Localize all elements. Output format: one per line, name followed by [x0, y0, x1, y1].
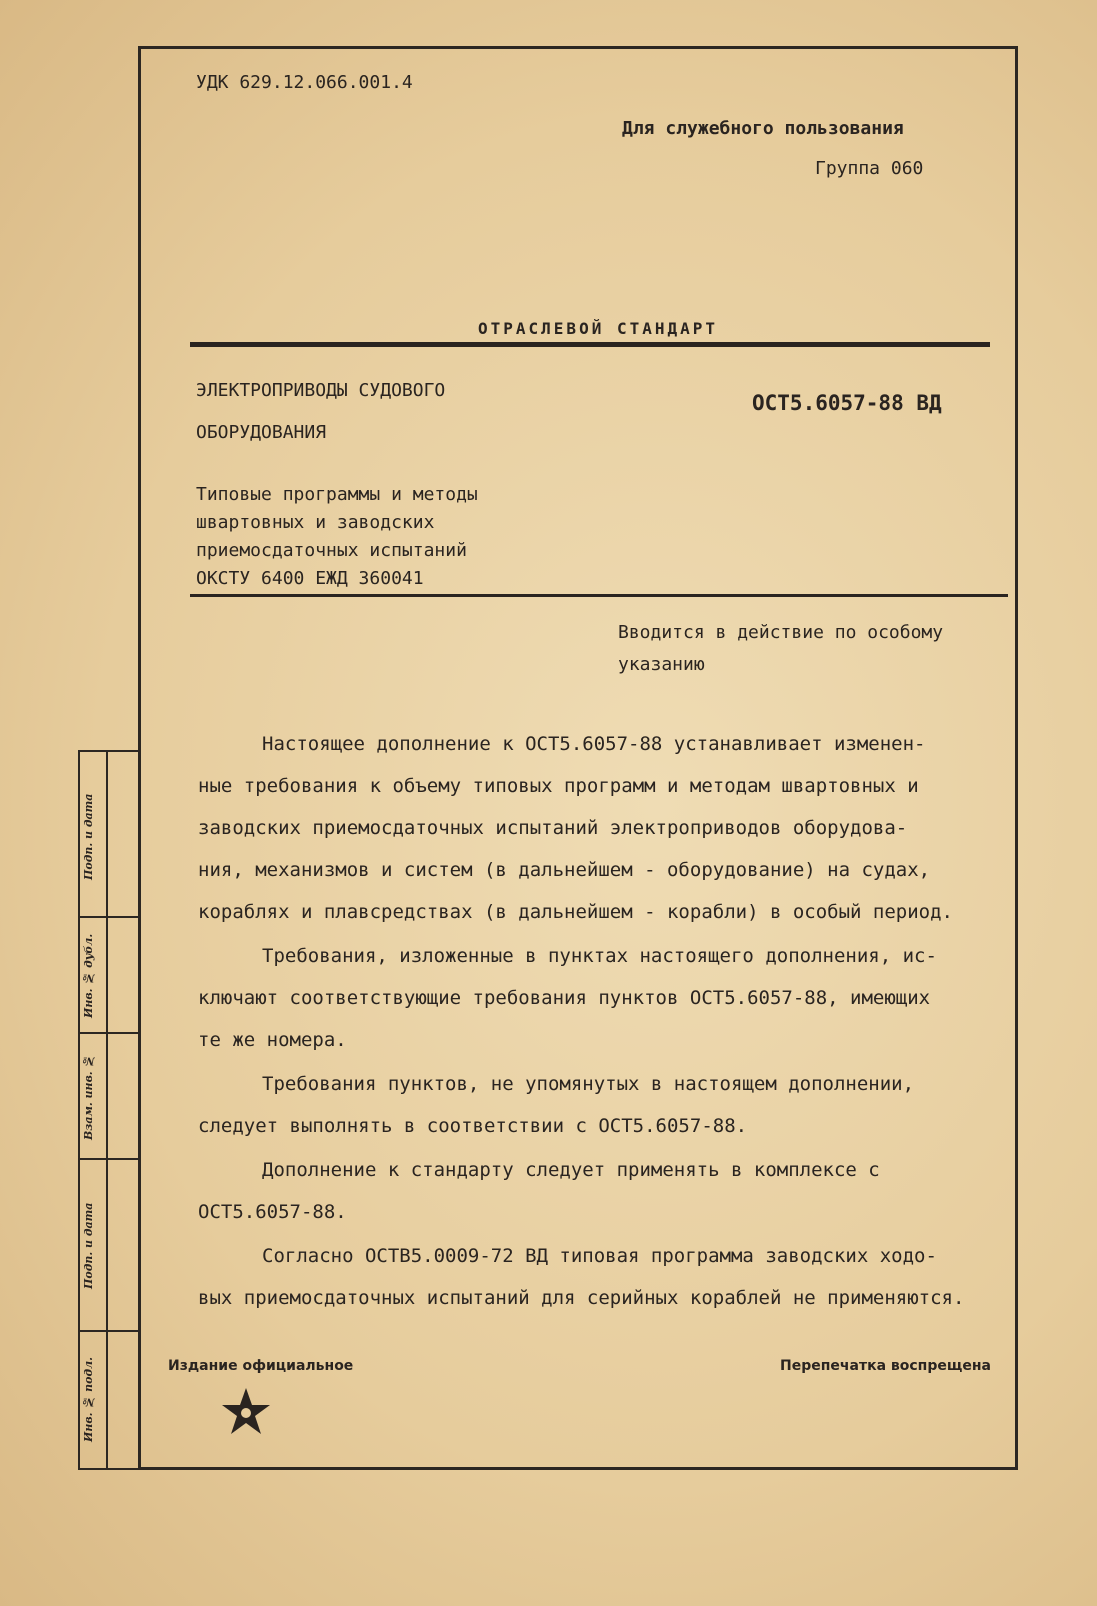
title-block-rule — [190, 594, 1008, 597]
subtitle-line: Типовые программы и методы — [196, 484, 478, 505]
body-text-line: вых приемосдаточных испытаний для серийных кораблей не применяются. — [198, 1287, 965, 1309]
body-text-line: Согласно ОСТВ5.0009-72 ВД типовая программа заводских ходо- — [262, 1245, 937, 1267]
effective-note-line: Вводится в действие по особому — [618, 622, 944, 643]
official-edition-note: Издание официальное — [168, 1358, 354, 1374]
body-text-line: ния, механизмов и систем (в дальнейшем - оборудование) на судах, — [198, 859, 931, 881]
body-text-line: следует выполнять в соответствии с ОСТ5.6057-88. — [198, 1115, 748, 1137]
subtitle-code-line: ОКСТУ 6400 ЕЖД 360041 — [196, 568, 424, 589]
body-text-line: кораблях и плавсредствах (в дальнейшем - корабли) в особый период. — [198, 901, 953, 923]
sidebar-label: Инв. № дубл. — [82, 933, 95, 1019]
group-code: Группа 060 — [815, 158, 924, 179]
subtitle-line: швартовных и заводских — [196, 512, 435, 533]
body-text-line: ОСТ5.6057-88. — [198, 1201, 347, 1223]
document-title-line-2: ОБОРУДОВАНИЯ — [196, 422, 327, 443]
udk-code: УДК 629.12.066.001.4 — [196, 72, 413, 93]
body-text-line: ключают соответствующие требования пунктов ОСТ5.6057-88, имеющих — [198, 987, 931, 1009]
body-text-line: Дополнение к стандарту следует применять в комплексе с — [262, 1159, 880, 1181]
sidebar-label: Инв. № подл. — [82, 1357, 95, 1443]
sidebar-label: Взам. инв. № — [82, 1054, 95, 1140]
effective-note-line: указанию — [618, 654, 705, 675]
body-text-line: ные требования к объему типовых программ и методам швартовных и — [198, 775, 919, 797]
sidebar-cell-dup-inv — [80, 918, 138, 1034]
body-text-line: заводских приемосдаточных испытаний электроприводов оборудова- — [198, 817, 908, 839]
sidebar-cell-replace-inv — [80, 1034, 138, 1160]
classification-mark: Для служебного пользования — [622, 118, 904, 139]
body-text-line: те же номера. — [198, 1029, 347, 1051]
sidebar-cell-orig-inv — [80, 1332, 138, 1470]
subtitle-line: приемосдаточных испытаний — [196, 540, 467, 561]
star-emblem-icon — [220, 1386, 272, 1438]
body-text-line: Настоящее дополнение к ОСТ5.6057-88 устанавливает изменен- — [262, 733, 926, 755]
approval-sidebar — [78, 750, 138, 1470]
header-rule — [190, 342, 990, 347]
standard-type-title: ОТРАСЛЕВОЙ СТАНДАРТ — [478, 319, 719, 338]
document-title-line-1: ЭЛЕКТРОПРИВОДЫ СУДОВОГО — [196, 380, 446, 401]
sidebar-cell-sign-date-2 — [80, 1160, 138, 1332]
sidebar-label: Подп. и дата — [82, 1202, 95, 1290]
standard-number: ОСТ5.6057-88 ВД — [752, 391, 942, 415]
reprint-prohibited-note: Перепечатка воспрещена — [780, 1358, 991, 1374]
sidebar-cell-sign-date-1 — [80, 752, 138, 918]
sidebar-label: Подп. и дата — [82, 793, 95, 881]
body-text-line: Требования пунктов, не упомянутых в настоящем дополнении, — [262, 1073, 915, 1095]
body-text-line: Требования, изложенные в пунктах настоящего дополнения, ис- — [262, 945, 937, 967]
